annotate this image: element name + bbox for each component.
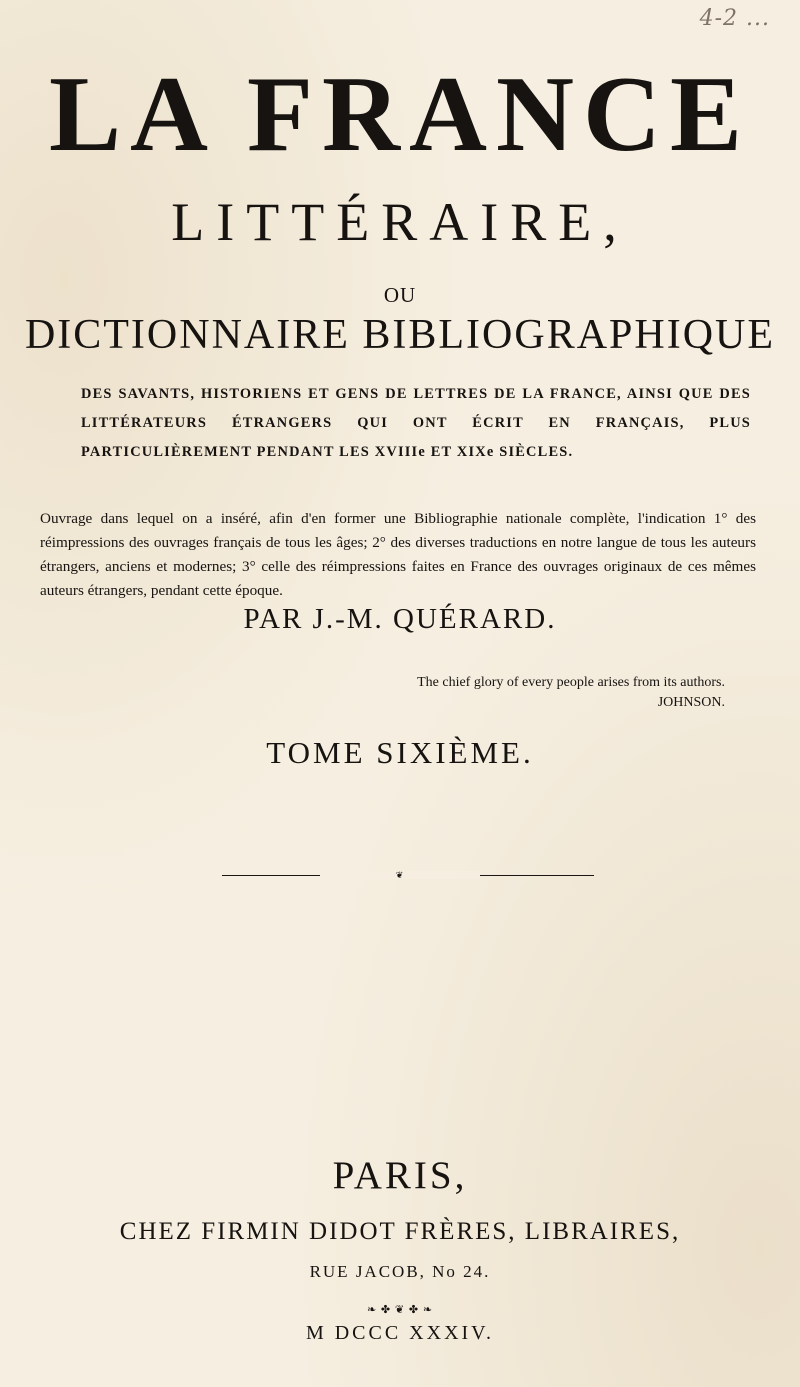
work-description: Ouvrage dans lequel on a inséré, afin d'en former une Bibliographie nationale complète, l'indication 1° des réimpressions des ouvrages français de tous les âges; 2° des diverses traductions en notre langue de tous les auteurs étrangers, anciens et modernes; 3° celle des réimpressions faites en France des ouvrages originaux de ces mêmes auteurs étrangers, pendant cette époque. (40, 510, 756, 599)
epigraph (0, 673, 725, 713)
volume-number: TOME SIXIÈME. (266, 735, 534, 770)
epigraph-quote: The chief glory of every people arises from its authors. (417, 675, 725, 690)
handwritten-shelfmark: 4-2 ... (699, 6, 770, 31)
title-litteraire: LITTÉRAIRE, (171, 192, 629, 252)
rule-ornament-icon: ❦ (320, 871, 480, 879)
imprint-date: M DCCC XXXIV. (305, 1322, 495, 1344)
epigraph-attribution: JOHNSON. (657, 695, 725, 710)
author-line: PAR J.-M. QUÉRARD. (243, 603, 557, 635)
bottom-ornament-icon: ❧ ✤ ❦ ✤ ❧ (366, 1304, 434, 1316)
title-dictionary: DICTIONNAIRE BIBLIOGRAPHIQUE (24, 312, 776, 358)
imprint-address: RUE JACOB, No 24. (309, 1262, 491, 1281)
imprint-city: PARIS, (332, 1154, 468, 1197)
subtitle-scope: DES SAVANTS, HISTORIENS ET GENS DE LETTRES DE LA FRANCE, AINSI QUE DES LITTÉRATEURS ÉTRANGERS QUI ONT ÉCRIT EN FRANÇAIS, PLUS PARTICULIÈREMENT PENDANT LES XVIIIe ET XIXe SIÈCLES. (81, 386, 751, 460)
main-title: LA FRANCE (48, 55, 752, 174)
imprint-publisher: CHEZ FIRMIN DIDOT FRÈRES, LIBRAIRES, (119, 1218, 681, 1245)
title-conjunction: OU (383, 283, 417, 307)
